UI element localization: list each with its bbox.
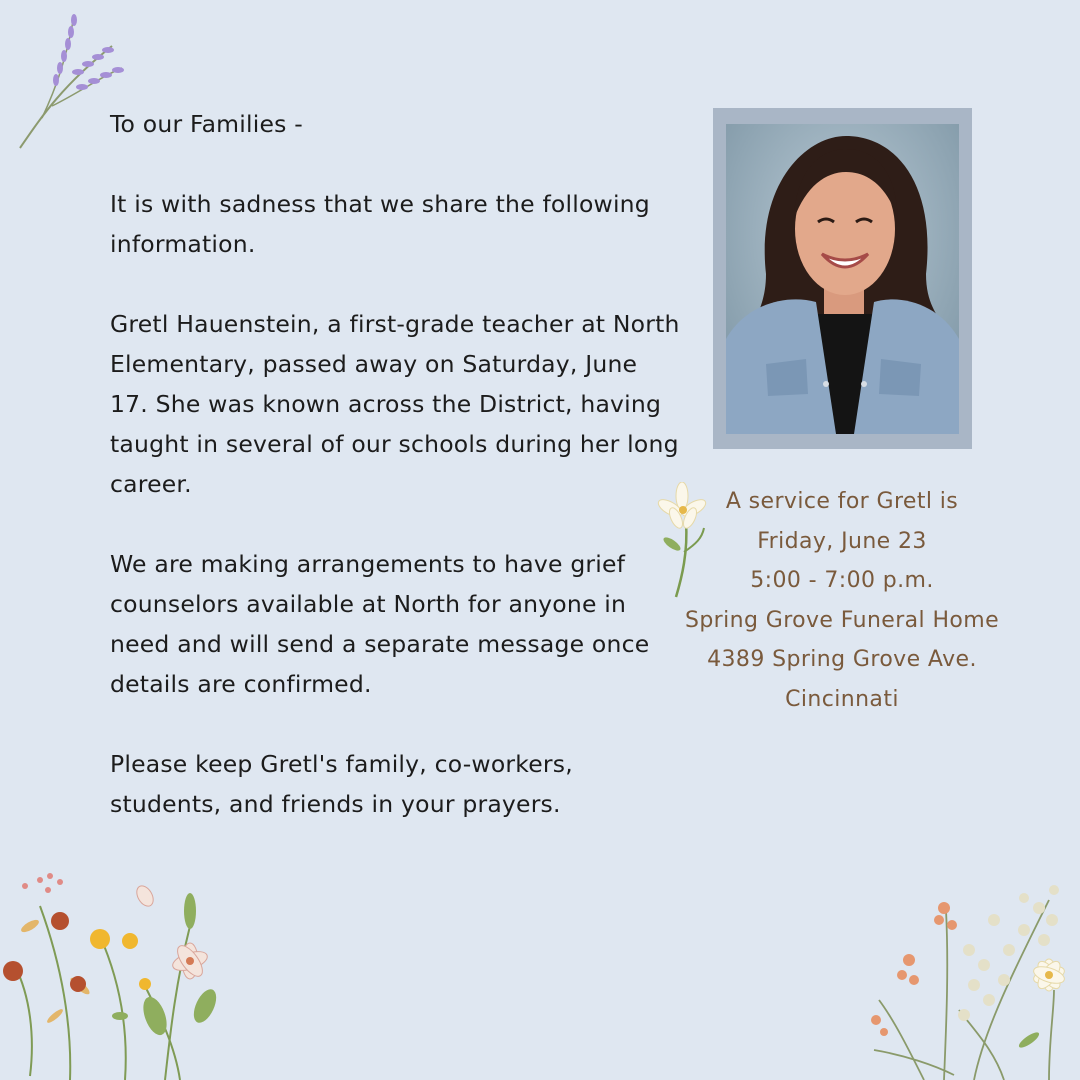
service-venue: Spring Grove Funeral Home [684, 607, 1000, 633]
paragraph-prayers: Please keep Gretl's family, co-workers, students, and friends in your prayers. [110, 750, 573, 818]
service-info [672, 482, 1012, 719]
service-time: 5:00 - 7:00 p.m. [750, 568, 934, 593]
wildflowers-left-icon [0, 866, 230, 1080]
service-address: 4389 Spring Grove Ave. [707, 647, 977, 672]
portrait-frame [713, 108, 972, 449]
paragraph-intro: It is with sadness that we share the following information. [110, 190, 650, 258]
wildflowers-right-icon [864, 880, 1080, 1080]
service-city: Cincinnati [785, 686, 899, 712]
portrait-photo [726, 124, 959, 434]
paragraph-announcement: Gretl Hauenstein, a first-grade teacher at North Elementary, passed away on Saturday, June 17. She was known across the District, having taught in several of our schools during her long career. [110, 310, 680, 498]
service-intro: A service for Gretl is [725, 489, 959, 514]
paragraph-counselors: We are making arrangements to have grief counselors available at North for anyone in need and will send a separate message once details are confirmed. [110, 550, 650, 698]
service-date: Friday, June 23 [757, 528, 927, 554]
greeting: To our Families - [110, 110, 303, 138]
letter-body [110, 104, 680, 864]
